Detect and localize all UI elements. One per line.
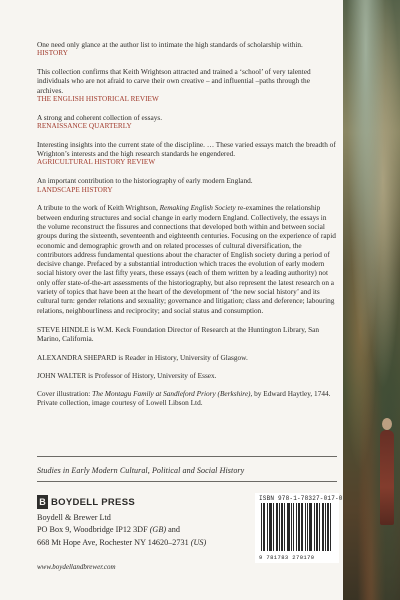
review-english-historical <box>37 67 336 104</box>
cover-credit-title: The Montagu Family at Sandleford Priory (Berkshire), <box>92 389 253 399</box>
barcode-bar <box>277 503 278 551</box>
review-source: HISTORY <box>37 49 68 58</box>
editor-bios <box>37 325 336 408</box>
publisher-address <box>37 512 206 549</box>
barcode-bar <box>316 503 317 551</box>
review-history <box>37 40 336 59</box>
barcode-bar <box>311 503 312 551</box>
series-title: Studies in Early Modern Cultural, Political and Social History <box>37 466 245 475</box>
barcode-bar <box>319 503 320 551</box>
review-agricultural <box>37 140 336 168</box>
barcode-bar <box>279 503 280 551</box>
review-quote: A strong and coherent collection of essays. <box>37 112 163 122</box>
address-text: PO Box 9, Woodbridge IP12 3DF <box>37 525 150 535</box>
barcode-bar <box>276 503 277 551</box>
editor-bio: ALEXANDRA SHEPARD is Reader in History, University of Glasgow. <box>37 352 248 362</box>
painting-figure <box>380 430 394 525</box>
barcode-bar <box>307 503 308 551</box>
barcode-bar <box>267 503 268 551</box>
barcode-bar <box>298 503 299 551</box>
cover-credit-rest: by Edward Haytley, 1744. Private collection, image courtesy of Lowell Libson Ltd. <box>37 389 331 408</box>
book-description <box>37 203 336 315</box>
barcode-bar <box>310 503 311 551</box>
barcode-digits: 9 781783 270170 <box>259 554 315 561</box>
barcode-bar <box>325 503 326 551</box>
barcode-bar <box>322 503 323 551</box>
isbn-label: ISBN 978-1-78327-017-0 <box>259 495 343 502</box>
editor-bio: STEVE HINDLE is W.M. Keck Foundation Director of Research at the Huntington Library, San Marino, California. <box>37 324 320 344</box>
isbn-barcode <box>255 493 343 563</box>
barcode-bar <box>284 503 285 551</box>
barcode-bar <box>302 503 303 551</box>
barcode-bar <box>261 503 262 551</box>
review-landscape <box>37 176 336 195</box>
review-quote: One need only glance at the author list to intimate the high standards of scholarship within. <box>37 40 303 49</box>
publisher-name: BOYDELL PRESS <box>51 496 135 508</box>
barcode-bar <box>314 503 315 551</box>
barcode-bar <box>291 503 292 551</box>
barcode-bar <box>305 503 306 551</box>
review-quote: An important contribution to the historiography of early modern England. <box>37 176 253 186</box>
blurb-body: re-examines the relationship between enduring structures and social change in early modern England. Collectively, the essays in the volume reconstruct the fissures and connections that developed both within and between social groups during the sixteenth, seventeenth and eighteenth centuries. Focusing on the experience of rapid economic and demographic growth and on related processes of cultural diversification, the contributors address fundamental questions about the character of English society during a period of decisive change. Prefaced by a substantial introduction which traces the evolution of early modern social history over the last fifty years, these essays (each of them written by a leading authority) not only offer state-of-the-art assessments of the historiography, but also represent the latest research on a variety of topics that have been at the heart of the development of ‘the new social history’ and its cultural turn: gender relations and sexuality; governance and litigation; class and deference; labouring relations, neighbourliness and reciprocity; and social status and consumption. <box>37 203 336 315</box>
barcode-bar <box>269 503 270 551</box>
cover-credit <box>37 389 336 408</box>
barcode-bar <box>309 503 310 551</box>
barcode-bar <box>293 503 294 551</box>
review-quote: Interesting insights into the current state of the discipline. … These varied essays match the breadth of Wrighton’s interests and the high research standards he engendered. <box>37 139 336 159</box>
blurb-lead: A tribute to the work of Keith Wrightson, <box>37 203 160 213</box>
barcode-bar <box>264 503 265 551</box>
barcode-bar <box>288 503 289 551</box>
barcode-bar <box>287 503 288 551</box>
barcode-bar <box>281 503 282 551</box>
review-source: THE ENGLISH HISTORICAL REVIEW <box>37 94 159 103</box>
book-title: Remaking English Society <box>159 203 236 213</box>
barcode-bar <box>271 503 272 551</box>
review-source: LANDSCAPE HISTORY <box>37 185 113 194</box>
address-text: 668 Mt Hope Ave, Rochester NY 14620–2731 <box>37 537 191 547</box>
barcode-bar <box>323 503 324 551</box>
address-line: Boydell & Brewer Ltd <box>37 513 111 522</box>
barcode-bar <box>299 503 300 551</box>
barcode-bar <box>330 503 331 551</box>
divider-top <box>37 456 337 457</box>
review-source: AGRICULTURAL HISTORY REVIEW <box>37 158 156 167</box>
barcode-bar <box>317 503 318 551</box>
publisher-logo <box>37 493 135 511</box>
barcode-bar <box>270 503 271 551</box>
publisher-website: www.boydellandbrewer.com <box>37 563 116 571</box>
barcode-bar <box>327 503 328 551</box>
barcode-bar <box>296 503 297 551</box>
divider-bottom <box>37 481 337 482</box>
review-quote: This collection confirms that Keith Wrightson attracted and trained a ‘school’ of very talented individuals who are not afraid to carve their own creative – and influential –paths through the archives. <box>37 67 311 95</box>
barcode-icon <box>261 503 333 553</box>
address-country: (US) <box>190 537 207 547</box>
address-line <box>37 537 206 549</box>
address-country: (GB) <box>149 525 167 535</box>
barcode-bar <box>263 503 264 551</box>
barcode-bar <box>273 503 274 551</box>
review-source: RENAISSANCE QUARTERLY <box>37 122 132 131</box>
address-line <box>37 524 206 536</box>
back-cover-content <box>37 40 336 417</box>
address-text: and <box>166 525 180 535</box>
barcode-bar <box>301 503 302 551</box>
editor-bio: JOHN WALTER is Professor of History, University of Essex. <box>37 370 217 380</box>
painting-figure-head <box>382 418 392 430</box>
barcode-bar <box>328 503 329 551</box>
barcode-bar <box>282 503 283 551</box>
cover-credit-lead: Cover illustration: <box>37 389 93 399</box>
review-renaissance <box>37 113 336 132</box>
boydell-logo-icon: B <box>37 495 48 509</box>
barcode-bar <box>289 503 290 551</box>
